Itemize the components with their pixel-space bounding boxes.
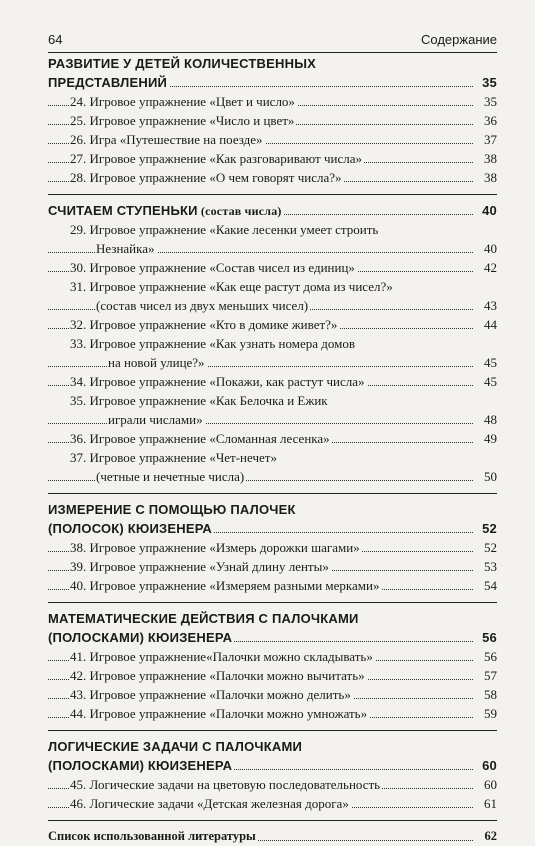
toc-entry[interactable]: 30. Игровое упражнение «Состав чисел из единиц» 42 (48, 258, 497, 277)
section-divider (48, 493, 497, 494)
section-divider (48, 602, 497, 603)
toc-entry[interactable]: 45. Логические задачи на цветовую последовательность 60 (48, 775, 497, 794)
header-rule (48, 52, 497, 53)
page-ref: 48 (481, 410, 497, 429)
section-title: МАТЕМАТИЧЕСКИЕ ДЕЙСТВИЯ С ПАЛОЧКАМИ (48, 611, 359, 626)
page-ref: 56 (481, 647, 497, 666)
page-ref: 38 (481, 168, 497, 187)
toc-entry[interactable]: 32. Игровое упражнение «Кто в домике живет?» 44 (48, 315, 497, 334)
page-ref: 40 (481, 239, 497, 258)
section-entry[interactable]: (ПОЛОСКАМИ) КЮИЗЕНЕРА 60 (48, 758, 497, 773)
page-ref: 53 (481, 557, 497, 576)
section-divider (48, 820, 497, 821)
page-ref: 54 (481, 576, 497, 595)
page-ref: 52 (481, 538, 497, 557)
toc-entry[interactable]: 31. Игровое упражнение «Как еще растут дома из чисел?» (70, 279, 393, 294)
toc-entry[interactable]: 25. Игровое упражнение «Число и цвет» 36 (48, 111, 497, 130)
page-ref: 40 (479, 201, 497, 220)
section-title: ЛОГИЧЕСКИЕ ЗАДАЧИ С ПАЛОЧКАМИ (48, 739, 303, 754)
header-title: Содержание (421, 32, 497, 47)
section-divider (48, 730, 497, 731)
toc-entry[interactable]: 38. Игровое упражнение «Измерь дорожки шагами» 52 (48, 538, 497, 557)
toc-entry[interactable]: 44. Игровое упражнение «Палочки можно умножать» 59 (48, 704, 497, 723)
toc-entry[interactable]: 39. Игровое упражнение «Узнай длину ленты» 53 (48, 557, 497, 576)
page-ref: 35 (479, 73, 497, 92)
page-ref: 62 (482, 827, 498, 846)
toc-entry[interactable]: 33. Игровое упражнение «Как узнать номера домов (70, 336, 355, 351)
page-ref: 57 (481, 666, 497, 685)
page-ref: 59 (481, 704, 497, 723)
toc-entry-cont[interactable]: на новой улице?» 45 (48, 353, 497, 372)
page-ref: 37 (481, 130, 497, 149)
page-ref: 52 (479, 519, 497, 538)
page-ref: 35 (481, 92, 497, 111)
table-of-contents (48, 54, 497, 846)
toc-entry[interactable]: 24. Игровое упражнение «Цвет и число» 35 (48, 92, 497, 111)
toc-entry-cont[interactable]: Незнайка» 40 (48, 239, 497, 258)
page-ref: 45 (481, 372, 497, 391)
page-ref: 58 (481, 685, 497, 704)
page-number: 64 (48, 32, 63, 47)
running-header (48, 28, 497, 52)
toc-entry-cont[interactable]: (четные и нечетные числа) 50 (48, 467, 497, 486)
page-ref: 56 (479, 628, 497, 647)
page-ref: 50 (481, 467, 497, 486)
toc-entry[interactable]: 28. Игровое упражнение «О чем говорят числа?» 38 (48, 168, 497, 187)
toc-entry[interactable]: 42. Игровое упражнение «Палочки можно вычитать» 57 (48, 666, 497, 685)
toc-entry[interactable]: 36. Игровое упражнение «Сломанная лесенка» 49 (48, 429, 497, 448)
toc-entry[interactable]: 26. Игра «Путешествие на поезде» 37 (48, 130, 497, 149)
page-ref: 49 (481, 429, 497, 448)
section-divider (48, 194, 497, 195)
section-title: ИЗМЕРЕНИЕ С ПОМОЩЬЮ ПАЛОЧЕК (48, 502, 296, 517)
page-ref: 60 (481, 775, 497, 794)
toc-entry[interactable]: 34. Игровое упражнение «Покажи, как растут числа» 45 (48, 372, 497, 391)
toc-entry[interactable]: 29. Игровое упражнение «Какие лесенки умеет строить (70, 222, 379, 237)
page-ref: 38 (481, 149, 497, 168)
section-title: РАЗВИТИЕ У ДЕТЕЙ КОЛИЧЕСТВЕННЫХ (48, 56, 316, 71)
section-entry[interactable]: (ПОЛОСКАМИ) КЮИЗЕНЕРА 56 (48, 630, 497, 645)
section-entry[interactable]: СЧИТАЕМ СТУПЕНЬКИ (состав числа) 40 (48, 201, 497, 220)
page-ref: 44 (481, 315, 497, 334)
page-ref: 42 (481, 258, 497, 277)
toc-entry[interactable]: 27. Игровое упражнение «Как разговаривают числа» 38 (48, 149, 497, 168)
bibliography-entry[interactable]: Список использованной литературы 62 (48, 827, 497, 846)
section-entry[interactable]: (ПОЛОСОК) КЮИЗЕНЕРА 52 (48, 521, 497, 536)
toc-entry[interactable]: 35. Игровое упражнение «Как Белочка и Ежик (70, 393, 328, 408)
toc-entry[interactable]: 43. Игровое упражнение «Палочки можно делить» 58 (48, 685, 497, 704)
page-ref: 61 (481, 794, 497, 813)
page-ref: 43 (481, 296, 497, 315)
section-entry[interactable]: ПРЕДСТАВЛЕНИЙ 35 (48, 75, 497, 90)
toc-entry[interactable]: 37. Игровое упражнение «Чет-нечет» (70, 450, 277, 465)
toc-entry[interactable]: 40. Игровое упражнение «Измеряем разными мерками» 54 (48, 576, 497, 595)
toc-entry[interactable]: 41. Игровое упражнение«Палочки можно складывать» 56 (48, 647, 497, 666)
toc-entry[interactable]: 46. Логические задачи «Детская железная дорога» 61 (48, 794, 497, 813)
page-ref: 36 (481, 111, 497, 130)
toc-entry-cont[interactable]: играли числами» 48 (48, 410, 497, 429)
page-ref: 45 (481, 353, 497, 372)
page-ref: 60 (479, 756, 497, 775)
toc-entry-cont[interactable]: (состав чисел из двух меньших чисел) 43 (48, 296, 497, 315)
